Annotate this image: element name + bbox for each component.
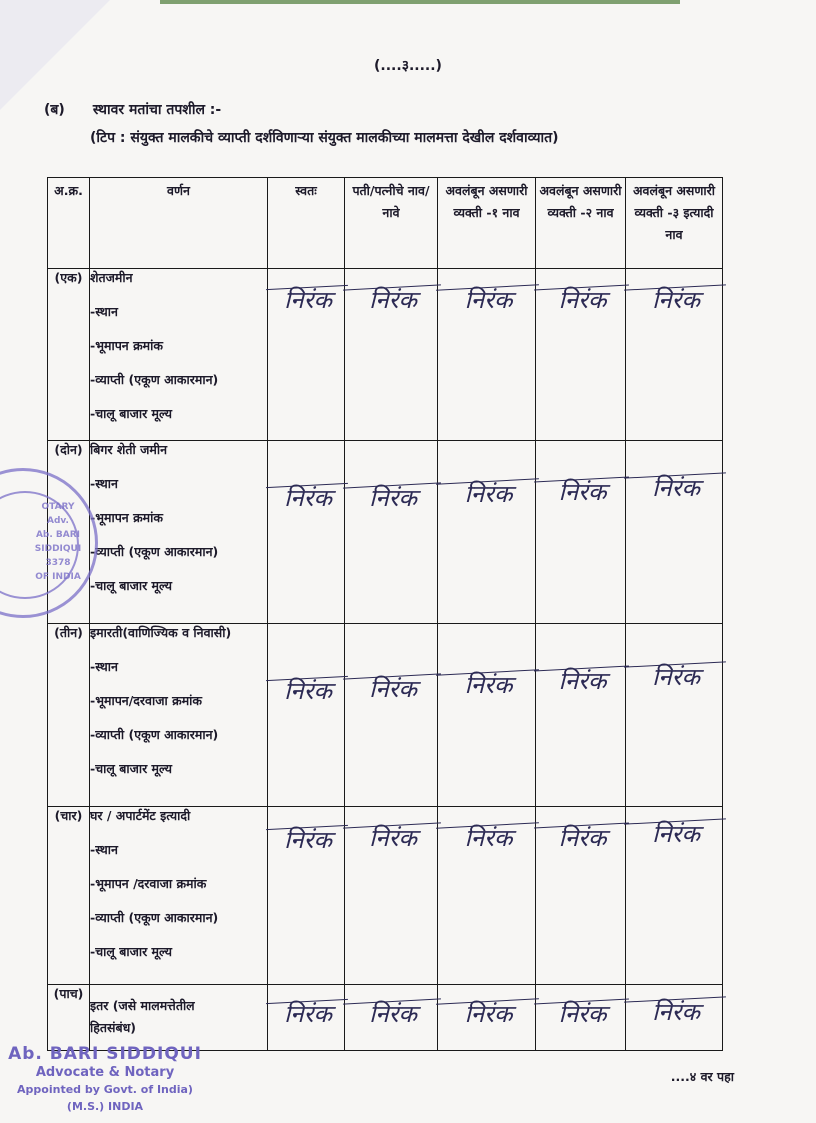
handwritten-nil: निरंक — [540, 821, 625, 854]
header-serial: अ.क्र. — [48, 178, 90, 269]
table-row — [48, 269, 723, 441]
description-line: घर / अपार्टमेंट इत्यादी — [90, 808, 191, 823]
row-description — [90, 441, 268, 624]
row-number: (एक) — [48, 269, 90, 441]
handwritten-nil: निरंक — [272, 674, 344, 707]
page-top-edge — [160, 0, 680, 4]
notary-place: (M.S.) INDIA — [66, 1100, 144, 1113]
self-cell — [268, 985, 345, 1051]
self-cell — [268, 441, 345, 624]
dependent-3-cell — [626, 269, 723, 441]
description-line: -व्याप्ती (एकूण आकारमान) — [90, 910, 219, 925]
notary-name: Ab. BARI SIDDIQUI — [8, 1044, 202, 1064]
header-dependent-1: अवलंबून असणारी व्यक्ती -१ नाव — [438, 178, 536, 269]
handwritten-nil: निरंक — [540, 664, 625, 697]
handwritten-nil: निरंक — [272, 481, 344, 514]
table-row — [48, 807, 723, 985]
stamp-line: OF INDIA — [35, 572, 81, 582]
stamp-line: Ab. BARI — [35, 530, 81, 540]
row-description — [90, 985, 268, 1051]
table-row — [48, 985, 723, 1051]
dependent-2-cell — [536, 441, 626, 624]
handwritten-nil: निरंक — [540, 997, 625, 1030]
dependent-1-cell — [438, 624, 536, 807]
description-line: -चालू बाजार मूल्य — [90, 761, 172, 776]
header-dependent-2: अवलंबून असणारी व्यक्ती -२ नाव — [536, 178, 626, 269]
handwritten-nil: निरंक — [442, 283, 535, 316]
row-number: (चार) — [48, 807, 90, 985]
description-line: -स्थान — [90, 659, 118, 674]
row-description — [90, 624, 268, 807]
handwritten-nil: निरंक — [630, 660, 722, 693]
description-line: -भूमापन क्रमांक — [90, 338, 163, 353]
row-description — [90, 269, 268, 441]
self-cell — [268, 269, 345, 441]
spouse-cell — [345, 441, 438, 624]
handwritten-nil: निरंक — [349, 997, 437, 1030]
handwritten-nil: निरंक — [630, 817, 722, 850]
handwritten-nil: निरंक — [349, 821, 437, 854]
handwritten-nil: निरंक — [349, 481, 437, 514]
description-line: इतर (जसे मालमत्तेतील — [90, 998, 195, 1013]
description-line: -स्थान — [90, 476, 118, 491]
header-spouse: पती/पत्नीचे नाव/नावे — [345, 178, 438, 269]
notary-stamp-text — [28, 500, 88, 584]
self-cell — [268, 807, 345, 985]
spouse-cell — [345, 985, 438, 1051]
dependent-3-cell — [626, 807, 723, 985]
dependent-3-cell — [626, 441, 723, 624]
description-line: -चालू बाजार मूल्य — [90, 578, 172, 593]
handwritten-nil: निरंक — [442, 668, 535, 701]
description-line: -व्याप्ती (एकूण आकारमान) — [90, 372, 219, 387]
notary-title: Advocate & Notary — [35, 1065, 175, 1080]
handwritten-nil: निरंक — [540, 283, 625, 316]
handwritten-nil: निरंक — [630, 995, 722, 1028]
self-cell — [268, 624, 345, 807]
dependent-3-cell — [626, 985, 723, 1051]
dependent-2-cell — [536, 807, 626, 985]
header-self: स्वतः — [268, 178, 345, 269]
description-line: इमारती(वाणिज्यिक व निवासी) — [90, 625, 232, 640]
description-line: -भूमापन/दरवाजा क्रमांक — [90, 693, 203, 708]
row-number: (तीन) — [48, 624, 90, 807]
handwritten-nil: निरंक — [630, 283, 722, 316]
stamp-line: OTARY — [41, 502, 75, 512]
spouse-cell — [345, 624, 438, 807]
handwritten-nil: निरंक — [630, 471, 722, 504]
description-line: -व्याप्ती (एकूण आकारमान) — [90, 544, 219, 559]
section-heading — [44, 100, 221, 119]
header-description: वर्णन — [90, 178, 268, 269]
dependent-2-cell — [536, 985, 626, 1051]
folded-corner — [0, 0, 110, 110]
header-dependent-3: अवलंबून असणारी व्यक्ती -३ इत्यादी नाव — [626, 178, 723, 269]
handwritten-nil: निरंक — [540, 475, 625, 508]
table-row — [48, 441, 723, 624]
table-header-row — [48, 178, 723, 269]
row-number: (पाच) — [48, 985, 90, 1051]
immovable-assets-table — [47, 177, 723, 1051]
stamp-line: SIDDIQUI — [34, 544, 82, 554]
description-line: -भूमापन /दरवाजा क्रमांक — [90, 876, 207, 891]
row-number: (दोन) — [48, 441, 90, 624]
description-line: -चालू बाजार मूल्य — [90, 406, 172, 421]
handwritten-nil: निरंक — [442, 997, 535, 1030]
row-description — [90, 807, 268, 985]
dependent-2-cell — [536, 269, 626, 441]
handwritten-nil: निरंक — [442, 477, 535, 510]
description-line: हितसंबंध) — [90, 1020, 136, 1035]
dependent-2-cell — [536, 624, 626, 807]
stamp-line: 3378 — [45, 558, 71, 568]
section-title-text: स्थावर मतांचा तपशील :- — [92, 102, 222, 118]
description-line: -स्थान — [90, 842, 118, 857]
handwritten-nil: निरंक — [349, 283, 437, 316]
description-line: -भूमापन क्रमांक — [90, 510, 163, 525]
dependent-1-cell — [438, 807, 536, 985]
spouse-cell — [345, 269, 438, 441]
table-row — [48, 624, 723, 807]
notary-seal — [0, 1044, 210, 1115]
description-line: बिगर शेती जमीन — [90, 442, 168, 457]
section-marker: (ब) — [44, 102, 65, 118]
page-number-header: (....३.....) — [374, 58, 442, 74]
section-note: (टिप : संयुक्त मालकीचे व्याप्ती दर्शविणाऱ्या संयुक्त मालकीच्या मालमत्ता देखील दर्शवाव्यात) — [90, 130, 559, 146]
description-line: -व्याप्ती (एकूण आकारमान) — [90, 727, 219, 742]
description-line: -स्थान — [90, 304, 118, 319]
handwritten-nil: निरंक — [349, 672, 437, 705]
description-line: शेतजमीन — [90, 270, 133, 285]
handwritten-nil: निरंक — [272, 283, 344, 316]
dependent-3-cell — [626, 624, 723, 807]
description-line: -चालू बाजार मूल्य — [90, 944, 172, 959]
dependent-1-cell — [438, 985, 536, 1051]
stamp-line: Adv. — [47, 516, 69, 526]
continue-page-note: ....४ वर पहा — [670, 1069, 734, 1084]
notary-appointment: Appointed by Govt. of India) — [17, 1083, 193, 1096]
spouse-cell — [345, 807, 438, 985]
dependent-1-cell — [438, 269, 536, 441]
handwritten-nil: निरंक — [442, 821, 535, 854]
handwritten-nil: निरंक — [272, 997, 344, 1030]
dependent-1-cell — [438, 441, 536, 624]
handwritten-nil: निरंक — [272, 823, 344, 856]
